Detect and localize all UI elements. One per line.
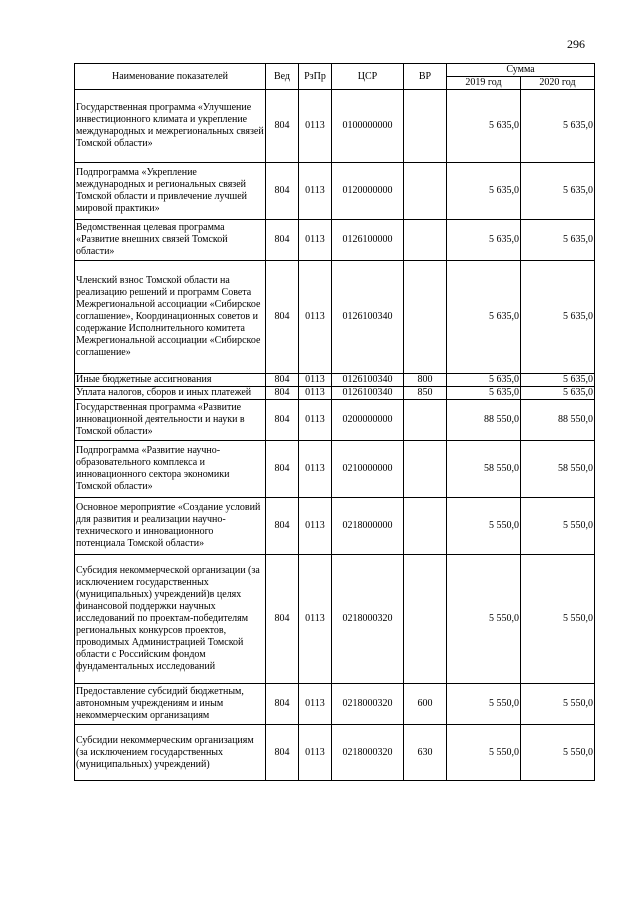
row-name: Подпрограмма «Развитие научно-образовательного комплекса и инновационного сектора экономики Томской области» — [75, 441, 266, 498]
row-amount-2020: 5 635,0 — [521, 163, 595, 220]
row-amount-2019: 5 635,0 — [447, 387, 521, 400]
row-amount-2019: 5 635,0 — [447, 261, 521, 374]
row-name: Иные бюджетные ассигнования — [75, 374, 266, 387]
row-amount-2019: 5 635,0 — [447, 90, 521, 163]
row-ved: 804 — [266, 555, 299, 684]
row-ved: 804 — [266, 387, 299, 400]
row-csr: 0200000000 — [332, 400, 404, 441]
row-rzpr: 0113 — [299, 374, 332, 387]
row-amount-2020: 5 635,0 — [521, 261, 595, 374]
table-row — [75, 725, 595, 781]
row-rzpr: 0113 — [299, 261, 332, 374]
row-vr — [404, 498, 447, 555]
row-name: Государственная программа «Развитие инновационной деятельности и науки в Томской области» — [75, 400, 266, 441]
row-rzpr: 0113 — [299, 684, 332, 725]
row-name: Основное мероприятие «Создание условий для развития и реализации научно-технического и инновационного потенциала Томской области» — [75, 498, 266, 555]
header-sum: Сумма — [447, 64, 595, 77]
row-amount-2019: 5 635,0 — [447, 163, 521, 220]
row-name: Ведомственная целевая программа «Развитие внешних связей Томской области» — [75, 220, 266, 261]
row-ved: 804 — [266, 374, 299, 387]
row-ved: 804 — [266, 441, 299, 498]
row-amount-2020: 5 635,0 — [521, 220, 595, 261]
table-row — [75, 555, 595, 684]
table-row — [75, 498, 595, 555]
table-row — [75, 441, 595, 498]
row-amount-2019: 5 550,0 — [447, 555, 521, 684]
row-vr: 600 — [404, 684, 447, 725]
row-name: Подпрограмма «Укрепление международных и региональных связей Томской области и привлечение лучшей мировой практики» — [75, 163, 266, 220]
header-csr: ЦСР — [332, 64, 404, 90]
row-csr: 0126100340 — [332, 387, 404, 400]
row-ved: 804 — [266, 90, 299, 163]
table-row — [75, 684, 595, 725]
row-amount-2020: 5 550,0 — [521, 498, 595, 555]
row-vr: 630 — [404, 725, 447, 781]
header-vr: ВР — [404, 64, 447, 90]
header-name: Наименование показателей — [75, 64, 266, 90]
row-vr: 850 — [404, 387, 447, 400]
row-amount-2019: 5 635,0 — [447, 220, 521, 261]
row-ved: 804 — [266, 261, 299, 374]
row-csr: 0126100340 — [332, 374, 404, 387]
row-amount-2020: 5 635,0 — [521, 374, 595, 387]
row-amount-2019: 88 550,0 — [447, 400, 521, 441]
row-name: Членский взнос Томской области на реализацию решений и программ Совета Межрегиональной ассоциации «Сибирское соглашение», Координационных советов и содержание Исполнительного комитета Межрегиональной ассоциации «Сибирское соглашение» — [75, 261, 266, 374]
row-csr: 0100000000 — [332, 90, 404, 163]
row-amount-2020: 88 550,0 — [521, 400, 595, 441]
row-amount-2020: 5 550,0 — [521, 555, 595, 684]
row-amount-2019: 5 635,0 — [447, 374, 521, 387]
row-name: Предоставление субсидий бюджетным, автономным учреждениям и иным некоммерческим организациям — [75, 684, 266, 725]
budget-table — [74, 63, 595, 781]
row-rzpr: 0113 — [299, 220, 332, 261]
row-rzpr: 0113 — [299, 387, 332, 400]
row-name: Субсидии некоммерческим организациям (за исключением государственных (муниципальных) учреждений) — [75, 725, 266, 781]
header-2019: 2019 год — [447, 77, 521, 90]
row-vr — [404, 90, 447, 163]
row-csr: 0210000000 — [332, 441, 404, 498]
table-row — [75, 90, 595, 163]
header-2020: 2020 год — [521, 77, 595, 90]
row-csr: 0126100000 — [332, 220, 404, 261]
row-ved: 804 — [266, 684, 299, 725]
row-ved: 804 — [266, 220, 299, 261]
row-csr: 0218000320 — [332, 725, 404, 781]
row-vr — [404, 163, 447, 220]
row-rzpr: 0113 — [299, 555, 332, 684]
table-row — [75, 261, 595, 374]
row-ved: 804 — [266, 498, 299, 555]
row-rzpr: 0113 — [299, 90, 332, 163]
row-vr — [404, 441, 447, 498]
page-number: 296 — [567, 37, 585, 51]
row-csr: 0218000320 — [332, 684, 404, 725]
header-rzpr: РзПр — [299, 64, 332, 90]
row-vr: 800 — [404, 374, 447, 387]
row-amount-2020: 58 550,0 — [521, 441, 595, 498]
row-vr — [404, 555, 447, 684]
table-row — [75, 400, 595, 441]
row-rzpr: 0113 — [299, 163, 332, 220]
table-row — [75, 220, 595, 261]
row-rzpr: 0113 — [299, 400, 332, 441]
row-amount-2020: 5 550,0 — [521, 725, 595, 781]
row-amount-2019: 58 550,0 — [447, 441, 521, 498]
row-csr: 0126100340 — [332, 261, 404, 374]
row-ved: 804 — [266, 400, 299, 441]
row-csr: 0218000320 — [332, 555, 404, 684]
row-name: Государственная программа «Улучшение инвестиционного климата и укрепление международных и межрегиональных связей Томской области» — [75, 90, 266, 163]
table-row — [75, 387, 595, 400]
row-csr: 0120000000 — [332, 163, 404, 220]
row-rzpr: 0113 — [299, 441, 332, 498]
table-row — [75, 163, 595, 220]
row-ved: 804 — [266, 725, 299, 781]
row-name: Уплата налогов, сборов и иных платежей — [75, 387, 266, 400]
row-name: Субсидия некоммерческой организации (за исключением государственных (муниципальных) учреждений)в целях финансовой поддержки научных исследований по проектам-победителям региональных конкурсов проектов, проводимых Администрацией Томской области с Российским фондом фундаментальных исследований — [75, 555, 266, 684]
table-body — [75, 90, 595, 781]
row-ved: 804 — [266, 163, 299, 220]
row-amount-2019: 5 550,0 — [447, 498, 521, 555]
row-vr — [404, 261, 447, 374]
row-amount-2020: 5 550,0 — [521, 684, 595, 725]
row-vr — [404, 220, 447, 261]
row-amount-2020: 5 635,0 — [521, 387, 595, 400]
row-amount-2019: 5 550,0 — [447, 725, 521, 781]
row-csr: 0218000000 — [332, 498, 404, 555]
header-ved: Вед — [266, 64, 299, 90]
row-amount-2019: 5 550,0 — [447, 684, 521, 725]
row-vr — [404, 400, 447, 441]
row-rzpr: 0113 — [299, 498, 332, 555]
row-rzpr: 0113 — [299, 725, 332, 781]
row-amount-2020: 5 635,0 — [521, 90, 595, 163]
table-row — [75, 374, 595, 387]
